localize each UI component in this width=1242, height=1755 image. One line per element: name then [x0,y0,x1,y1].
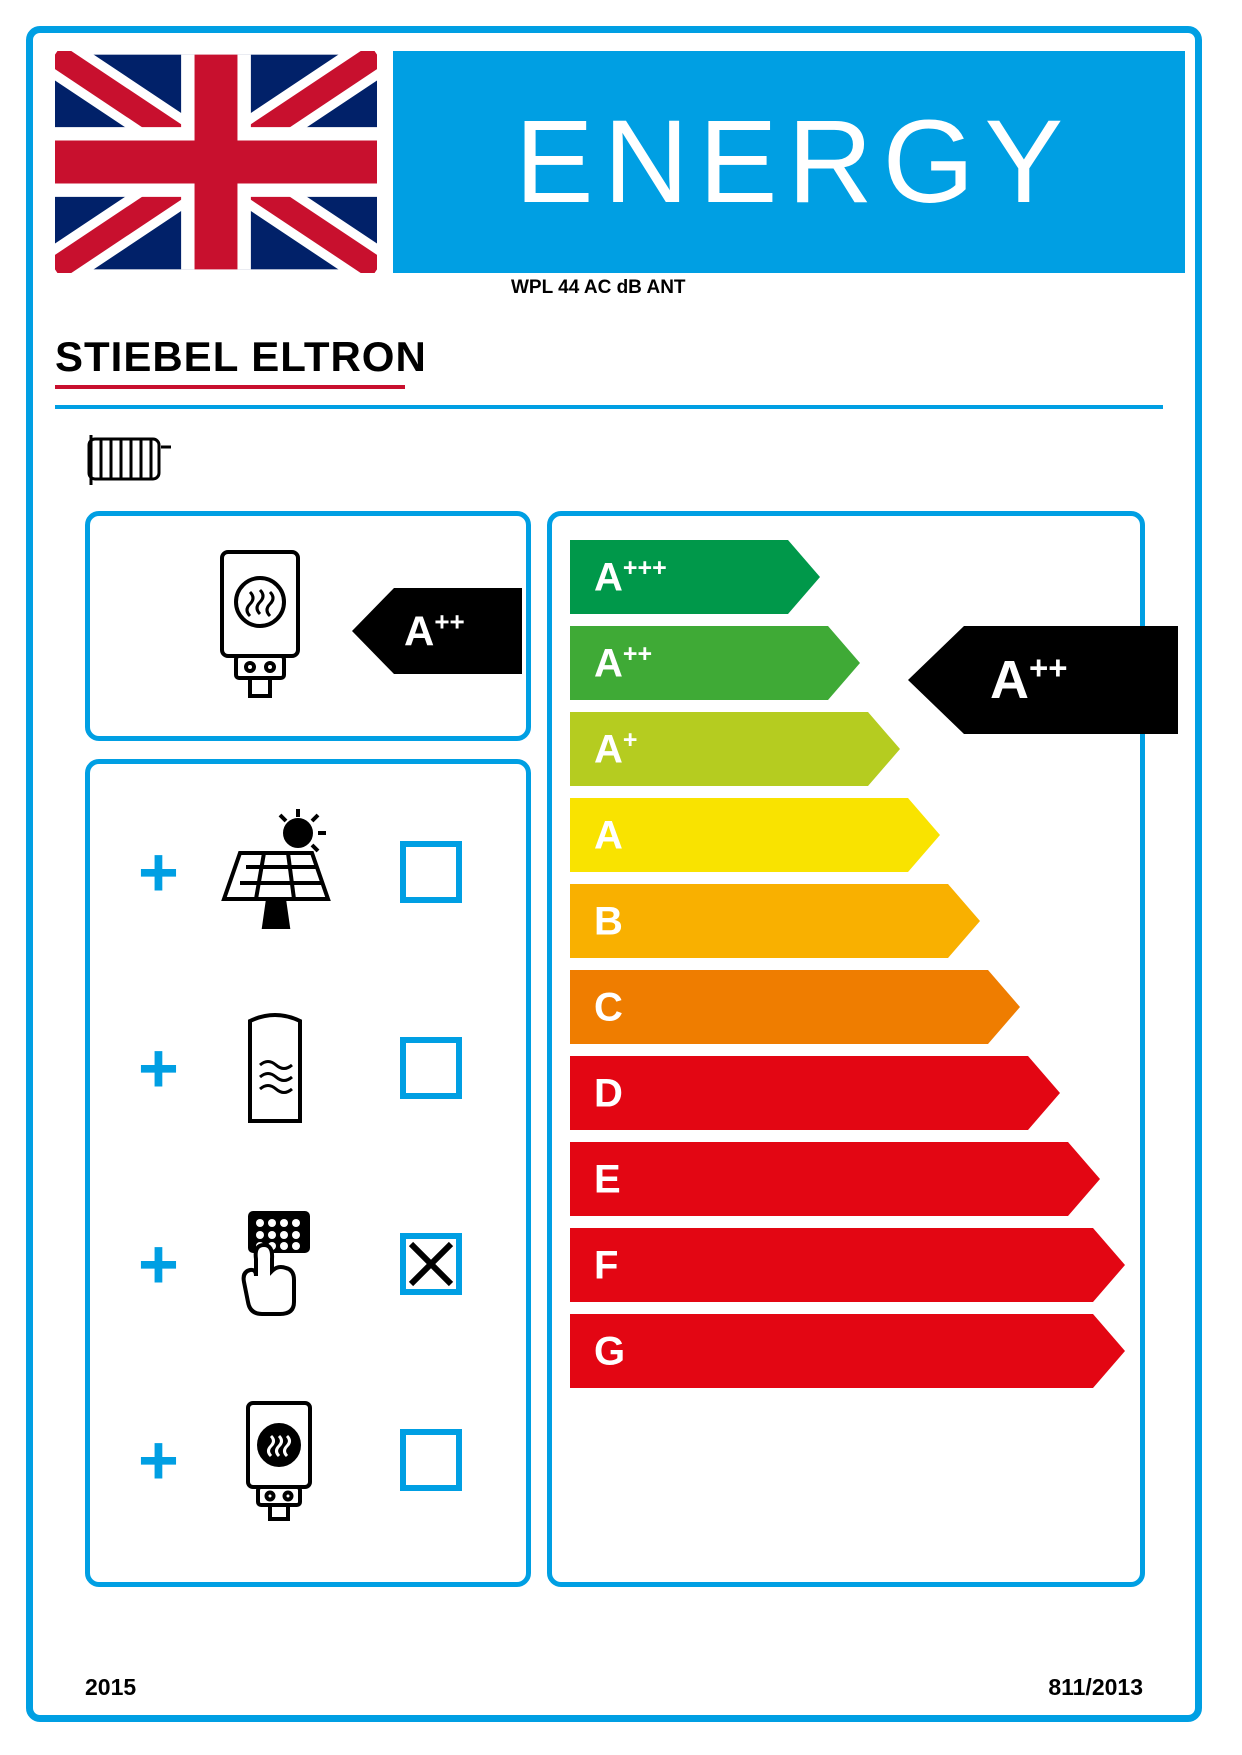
plus-sign: + [138,1225,179,1303]
model-code: WPL 44 AC dB ANT [511,277,686,298]
brand-underline [55,385,405,389]
main-unit-rating-arrow [352,588,522,674]
energy-title: ENERGY [514,96,1074,228]
supplementary-heater-icon [210,1395,340,1525]
grade-letter: C [594,985,623,1030]
grade-letter: A [594,813,623,858]
label-year: 2015 [85,1674,137,1700]
grade-row [570,1142,1130,1216]
option-row-water-tank [90,968,526,1168]
main-unit-rating-letter: A [404,607,435,655]
grade-row [570,798,1130,872]
grade-letter: A [594,555,623,600]
efficiency-scale-panel [547,511,1145,1587]
solar-panel-icon [210,807,340,937]
plus-sign: + [138,1421,179,1499]
grade-letter: E [594,1157,621,1202]
label-header [55,51,1185,273]
grade-letter: D [594,1071,623,1116]
grade-letter: A [594,641,623,686]
grade-letter: A [594,727,623,772]
brand-name: STIEBEL ELTRON [55,333,427,380]
grade-row [570,1314,1130,1388]
uk-flag-icon [55,51,377,273]
plus-sign: + [138,833,179,911]
temperature-control-icon [210,1199,340,1329]
option-row-control [90,1164,526,1364]
grade-row [570,884,1130,958]
grade-letter: B [594,899,623,944]
grade-row [570,1056,1130,1130]
overall-rating-letter: A [990,650,1029,710]
hot-water-tank-icon [210,1003,340,1133]
water-tank-option-checkbox[interactable] [400,1037,462,1099]
energy-label [26,26,1202,1722]
grade-row [570,1228,1130,1302]
grade-row [570,970,1130,1044]
energy-title-banner [393,51,1185,273]
regulation-number: 811/2013 [1048,1674,1143,1700]
water-heater-icon [210,546,310,706]
grade-sup: + [622,725,638,754]
option-row-solar [90,772,526,972]
options-panel [85,759,531,1587]
main-unit-rating-sup: ++ [434,606,465,637]
grade-letter: F [594,1243,619,1288]
plus-sign: + [138,1029,179,1107]
main-unit-panel [85,511,531,741]
header-divider [55,405,1163,409]
supplementary-heater-option-checkbox[interactable] [400,1429,462,1491]
brand-block [55,333,1185,389]
grade-letter: G [594,1329,626,1374]
solar-option-checkbox[interactable] [400,841,462,903]
overall-rating-arrow [908,626,1178,734]
control-option-checkbox[interactable] [400,1233,462,1295]
overall-rating-sup: ++ [1029,649,1068,686]
grade-sup: +++ [622,553,667,582]
radiator-icon [85,431,175,491]
grade-sup: ++ [622,639,653,668]
option-row-supplementary-heater [90,1360,526,1560]
grade-row [570,540,1130,614]
